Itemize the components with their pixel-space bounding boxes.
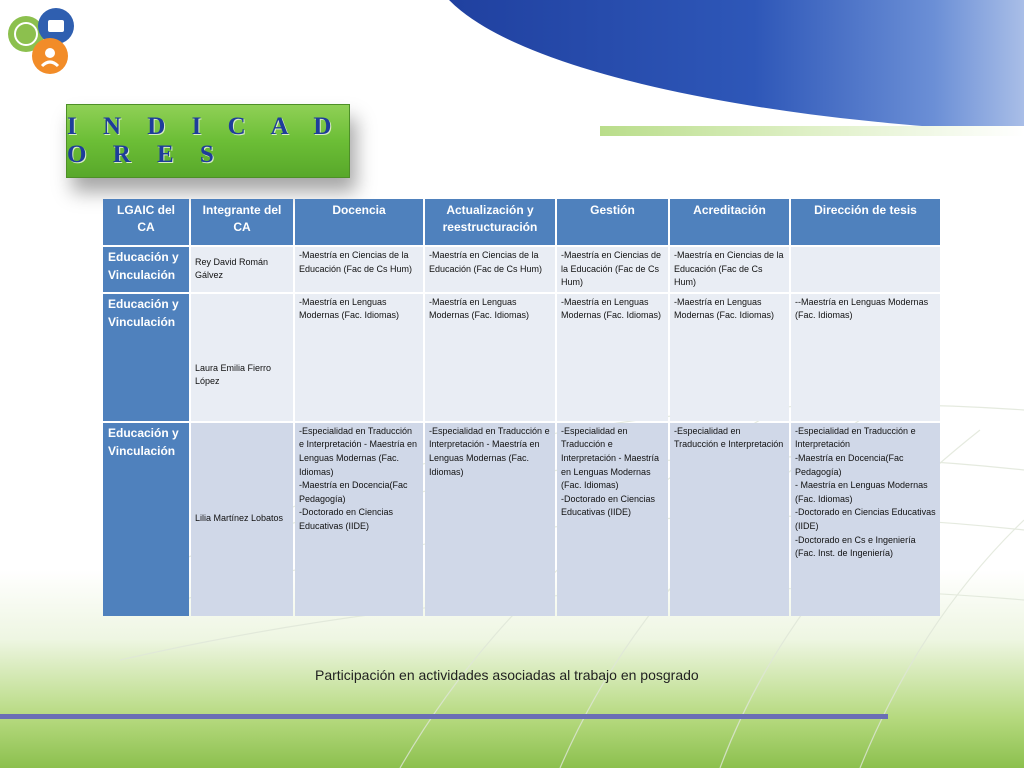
header-tesis: Dirección de tesis <box>791 199 940 245</box>
cell-docencia: -Maestría en Ciencias de la Educación (Fac de Cs Hum) <box>295 247 423 292</box>
table-row <box>103 423 940 616</box>
cell-acreditacion: -Especialidad en Traducción e Interpretación <box>670 423 789 616</box>
header-integrante: Integrante del CA <box>191 199 293 245</box>
header-acreditacion: Acreditación <box>670 199 789 245</box>
cell-tesis: --Maestría en Lenguas Modernas (Fac. Idiomas) <box>791 294 940 421</box>
table-header-row <box>103 199 940 245</box>
cell-integrante: Laura Emilia Fierro López <box>191 294 293 421</box>
table-row <box>103 247 940 292</box>
cell-gestion: -Maestría en Lenguas Modernas (Fac. Idiomas) <box>557 294 668 421</box>
header-lgaic: LGAIC del CA <box>103 199 189 245</box>
slide-caption: Participación en actividades asociadas al trabajo en posgrado <box>315 667 699 683</box>
footer-divider-bar <box>0 714 888 719</box>
cell-docencia: -Especialidad en Traducción e Interpretación - Maestría en Lenguas Modernas (Fac. Idiomas) -Maestría en Docencia(Fac Pedagogía) -Doctorado en Ciencias Educativas (IIDE) <box>295 423 423 616</box>
cell-gestion: -Maestría en Ciencias de la Educación (Fac de Cs Hum) <box>557 247 668 292</box>
table-row <box>103 294 940 421</box>
cell-acreditacion: -Maestría en Lenguas Modernas (Fac. Idiomas) <box>670 294 789 421</box>
page-title: I N D I C A D O R E S <box>67 113 342 168</box>
cell-lgaic: Educación y Vinculación <box>103 247 189 292</box>
indicadores-title-banner <box>66 104 350 178</box>
header-gestion: Gestión <box>557 199 668 245</box>
institution-logo <box>4 4 76 76</box>
cell-integrante: Rey David Román Gálvez <box>191 247 293 292</box>
cell-gestion: -Especialidad en Traducción e Interpretación - Maestría en Lenguas Modernas (Fac. Idiomas) -Doctorado en Ciencias Educativas (IIDE) <box>557 423 668 616</box>
indicators-table <box>101 197 942 618</box>
cell-acreditacion: -Maestría en Ciencias de la Educación (Fac de Cs Hum) <box>670 247 789 292</box>
cell-integrante: Lilia Martínez Lobatos <box>191 423 293 616</box>
header-docencia: Docencia <box>295 199 423 245</box>
cell-actualizacion: -Maestría en Lenguas Modernas (Fac. Idiomas) <box>425 294 555 421</box>
cell-tesis <box>791 247 940 292</box>
cell-actualizacion: -Especialidad en Traducción e Interpretación - Maestría en Lenguas Modernas (Fac. Idiomas) <box>425 423 555 616</box>
cell-lgaic: Educación y Vinculación <box>103 423 189 616</box>
cell-actualizacion: -Maestría en Ciencias de la Educación (Fac de Cs Hum) <box>425 247 555 292</box>
header-actualizacion: Actualización y reestructuración <box>425 199 555 245</box>
cell-docencia: -Maestría en Lenguas Modernas (Fac. Idiomas) <box>295 294 423 421</box>
cell-tesis: -Especialidad en Traducción e Interpretación -Maestría en Docencia(Fac Pedagogía) - Maestría en Lenguas Modernas (Fac. Idiomas) -Doctorado en Ciencias Educativas (IIDE) -Doctorado en Cs e Ingeniería (Fac. Inst. de Ingeniería) <box>791 423 940 616</box>
cell-lgaic: Educación y Vinculación <box>103 294 189 421</box>
